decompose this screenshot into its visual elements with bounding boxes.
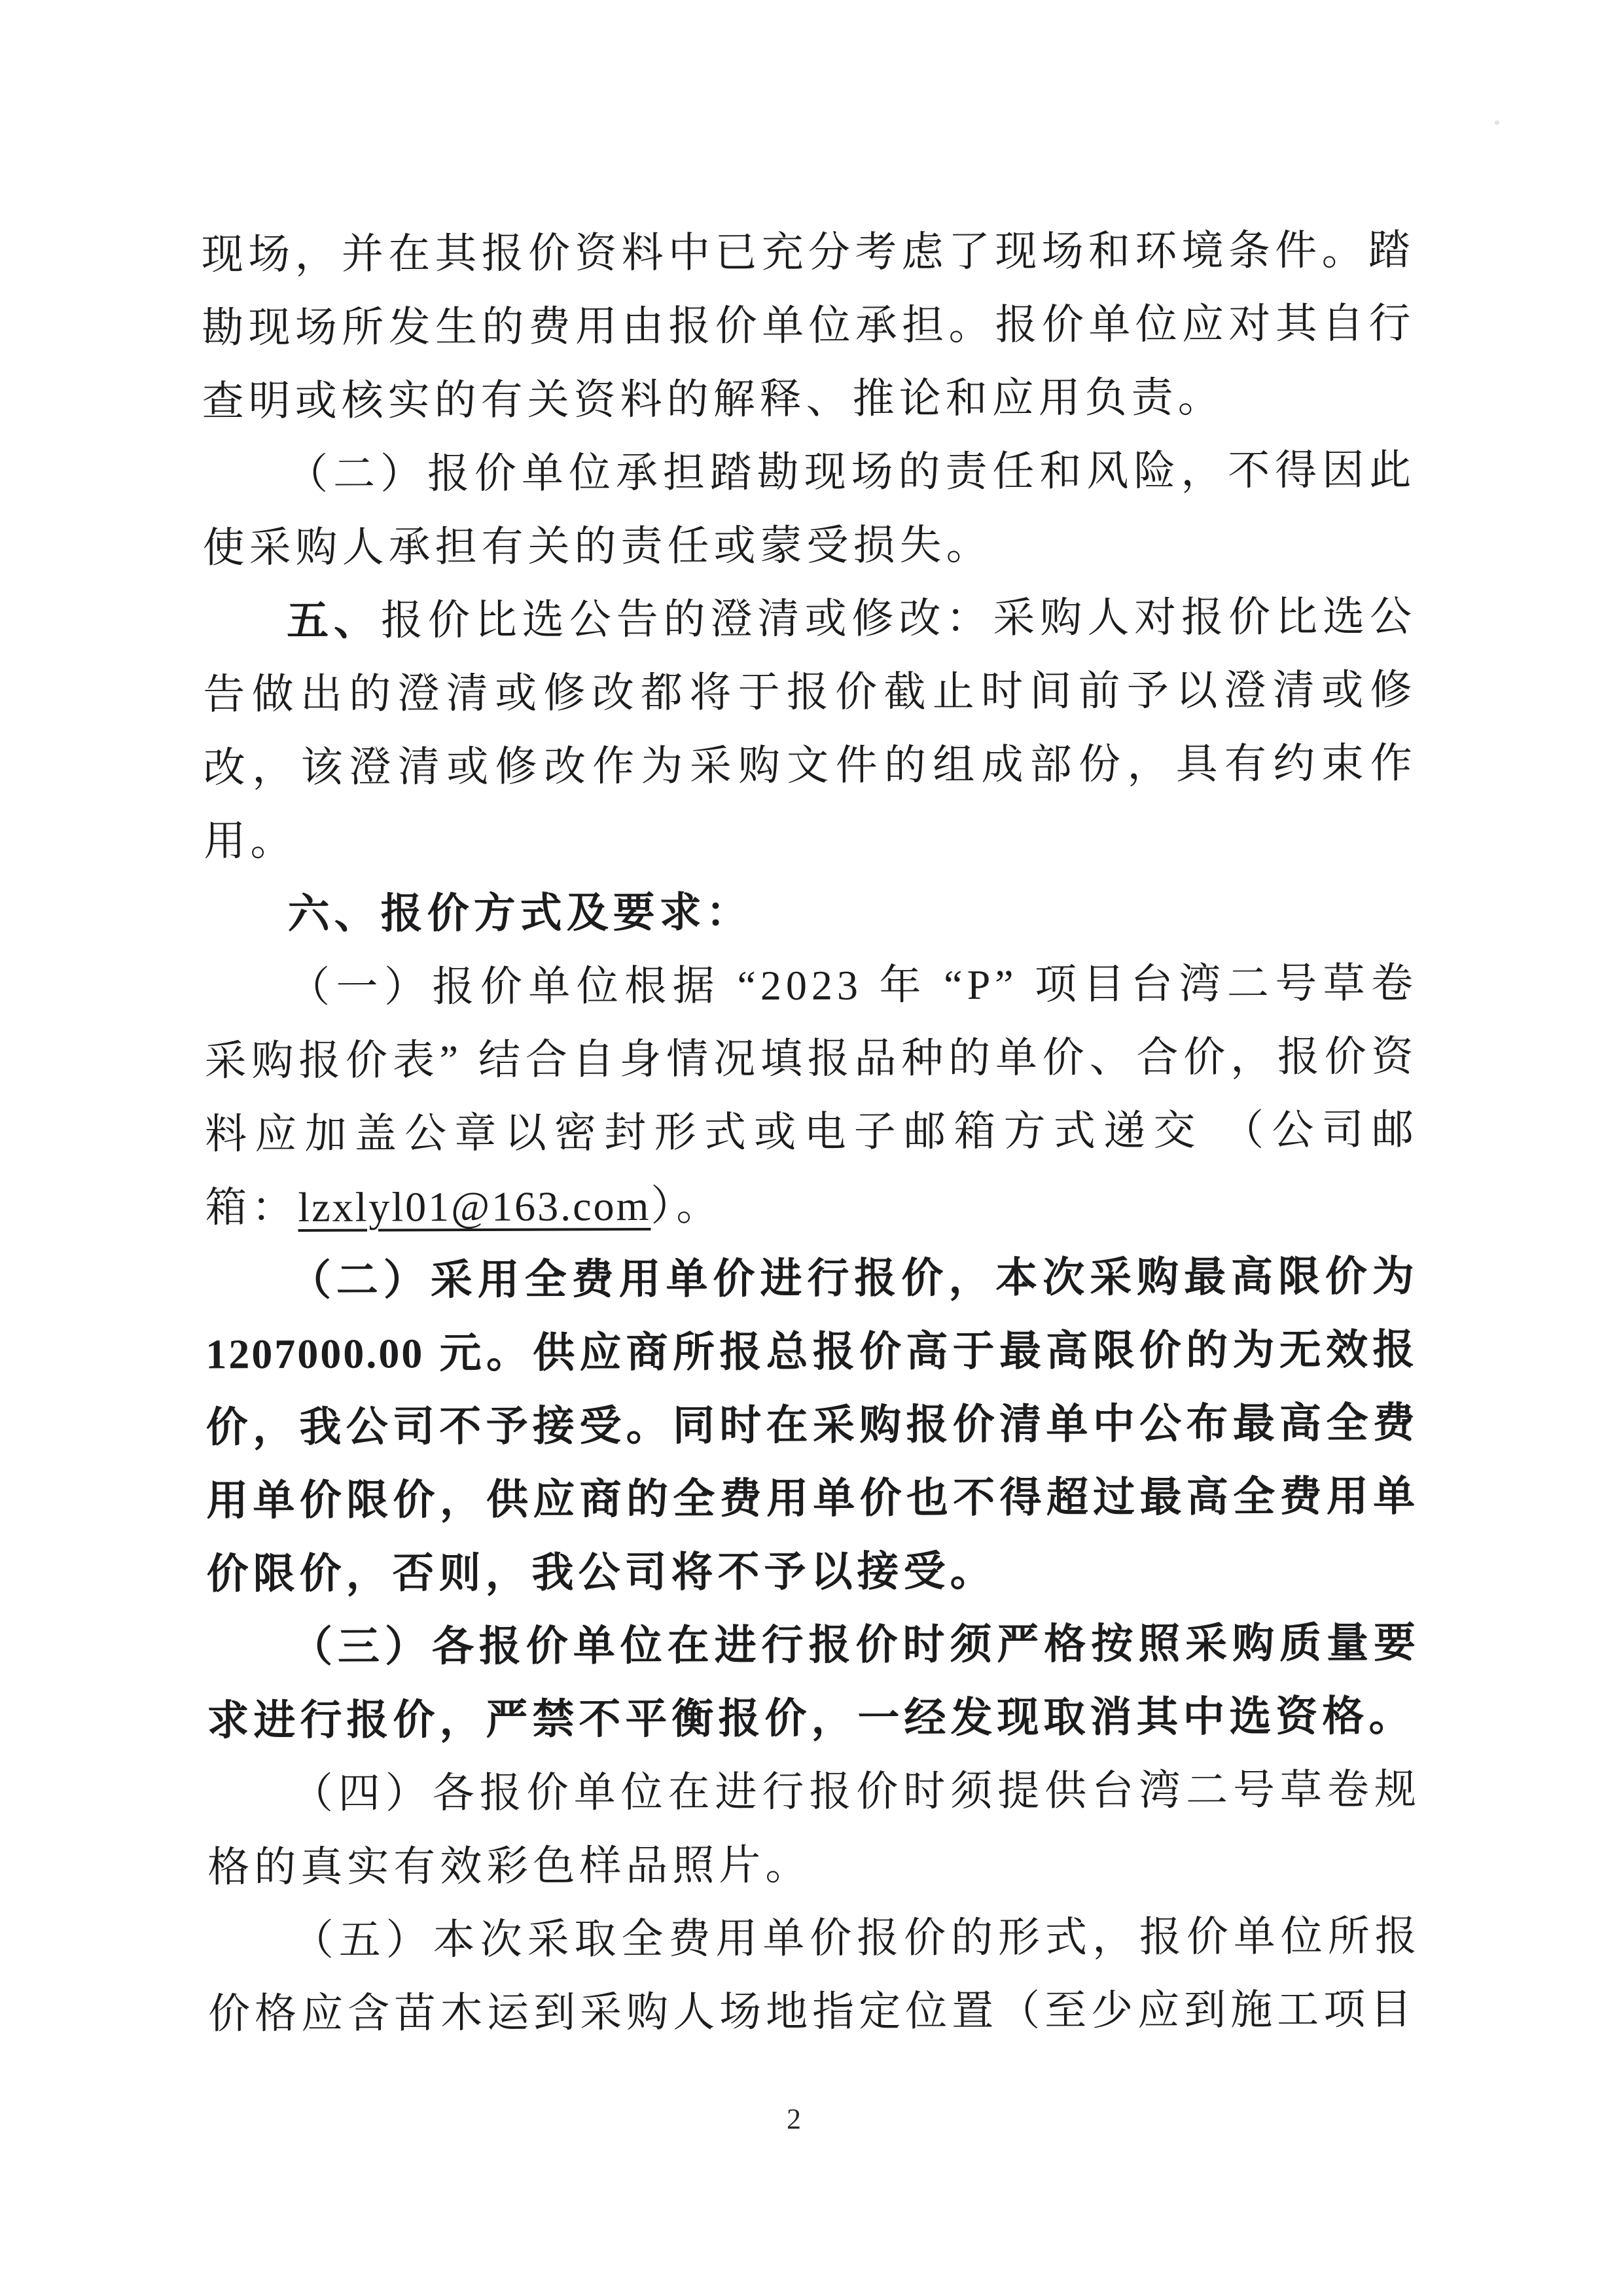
email-address: lzxlyl01@163.com [298, 1182, 651, 1231]
page-number: 2 [787, 2103, 801, 2135]
document-body [202, 213, 1422, 2051]
paragraph-clause-3-quality [207, 1606, 1421, 1757]
paragraph-text: 元。供应商所报总报价高于最高限价的为无效报价，我公司不予接受。同时在采购报价清单中公布最高全费用单价限价，供应商的全费用单价也不得超过最高全费用单价限价，否则，我公司将不予以接受。 [205, 1326, 1420, 1598]
paragraph-clause-4-samples [207, 1753, 1421, 1904]
paragraph-clause-2-price-limit [205, 1240, 1420, 1611]
heading-text: 六、报价方式及要求： [287, 889, 753, 938]
paragraph-text: （四）各报价单位在进行报价时须提供台湾二号草卷规格的真实有效彩色样品照片。 [207, 1766, 1421, 1891]
paragraph-text: （二）报价单位承担踏勘现场的责任和风险，不得因此使采购人承担有关的责任或蒙受损失。 [202, 446, 1416, 571]
paragraph-clause-2-risk [202, 433, 1416, 584]
section-number-label: 五、 [286, 597, 382, 645]
max-price-value: 1207000.00 [205, 1330, 425, 1378]
paragraph-text: （三）各报价单位在进行报价时须严格按照采购质量要求进行报价，严禁不平衡报价，一经发现取消其中选资格。 [207, 1619, 1421, 1744]
scan-speck [1495, 120, 1499, 125]
paragraph-clause-1-submission [204, 946, 1419, 1244]
paragraph-clause-5-delivery [208, 1899, 1422, 2051]
paragraph-text: 现场，并在其报价资料中已充分考虑了现场和环境条件。踏勘现场所发生的费用由报价单位承担。报价单位应对其自行查明或核实的有关资料的解释、推论和应用负责。 [201, 226, 1416, 425]
paragraph-text: （五）本次采取全费用单价报价的形式，报价单位所报价格应含苗木运到采购人场地指定位置（至少应到施工项目 [208, 1912, 1421, 2037]
paragraph-section-5-clarification [203, 580, 1418, 878]
paragraph-text: （二）采用全费用单价进行报价，本次采购最高限价为 [289, 1253, 1419, 1304]
section-heading-quotation-requirements [204, 873, 1418, 951]
paragraph-text: 报价比选公告的澄清或修改：采购人对报价比选公告做出的澄清或修改都将于报价截止时间前予以澄清或修改，该澄清或修改作为采购文件的组成部份，具有约束作用。 [203, 593, 1417, 865]
paragraph-text: （一）报价单位根据 “2023 年 “P” 项目台湾二号草卷采购报价表” 结合自身情况填报品种的单价、合价，报价资料应加盖公章以密封形式或电子邮箱方式递交 （公司邮箱： [204, 960, 1419, 1231]
paragraph-text: ）。 [651, 1182, 723, 1229]
paragraph-site-conditions [202, 213, 1416, 438]
